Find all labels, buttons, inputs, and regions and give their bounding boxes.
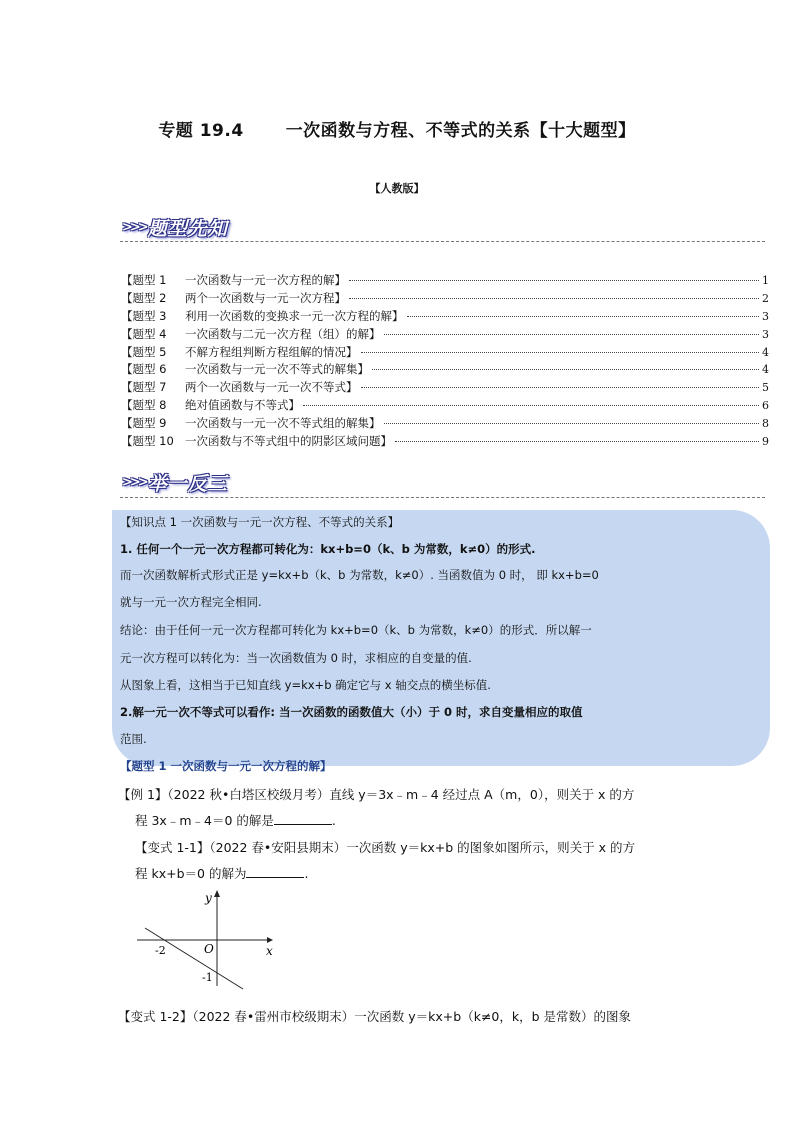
- function-line: [145, 928, 243, 989]
- y-axis-arrow-icon: [214, 890, 220, 897]
- toc-item-tag: 【题型 2: [121, 290, 167, 305]
- toc-leader-dots: [372, 369, 759, 370]
- toc-item-tag: 【题型 7: [121, 380, 167, 395]
- toc-item-text: 绝对值函数与不等式】: [185, 398, 300, 413]
- function-graph: [135, 886, 275, 991]
- toc-item-text: 两个一次函数与一元一次不等式】: [185, 380, 358, 395]
- variant-1-2-line: 【变式 1-2】（2022 春•雷州市校级期末）一次函数 y＝kx+b（k≠0，k，b 是常数）的图象: [118, 1009, 632, 1024]
- toc-item-tag: 【题型 5: [121, 344, 167, 359]
- toc-item-text: 一次函数与一元一次不等式的解集】: [185, 362, 369, 377]
- toc-item[interactable]: [121, 379, 769, 397]
- toc-item-page: 2: [762, 291, 769, 305]
- knowledge-line: 2.解一元一次不等式可以看作: 当一次函数的函数值大（小）于 0 时，求自变量相应的取值: [120, 705, 583, 719]
- toc-item-tag: 【题型 3: [121, 308, 167, 323]
- x-intercept-label: -2: [155, 944, 166, 957]
- period: .: [304, 866, 309, 881]
- toc-item-label: [121, 290, 346, 306]
- toc-leader-dots: [349, 298, 759, 299]
- toc-item-page: 8: [762, 417, 769, 431]
- toc-item-text: 一次函数与一元一次不等式组的解集】: [185, 416, 381, 431]
- period: .: [331, 813, 336, 828]
- example-1-line: 【例 1】（2022 秋•白塔区校级月考）直线 y＝3x﹣m﹣4 经过点 A（m，0），则关于 x 的方: [118, 787, 635, 802]
- toc-item-page: 9: [762, 435, 769, 449]
- title-prefix: 专题 19.4: [158, 121, 244, 141]
- variant-1-1-line: 【变式 1-1】（2022 春•安阳县期末）一次函数 y＝kx+b 的图象如图所示，则关于 x 的方: [135, 840, 636, 855]
- toc-leader-dots: [384, 423, 760, 424]
- toc-leader-dots: [303, 405, 759, 406]
- page-title: [0, 116, 794, 141]
- toc-item-label: [121, 308, 404, 324]
- toc-item-tag: 【题型 4: [121, 326, 167, 341]
- knowledge-heading: 【知识点 1 一次函数与一元一次方程、不等式的关系】: [120, 515, 400, 529]
- toc-item-label: [121, 361, 369, 377]
- toc-item-label: [121, 433, 392, 449]
- toc-item[interactable]: [121, 308, 769, 326]
- banner-text: 举一反三: [147, 472, 228, 495]
- knowledge-line: 范围.: [120, 732, 147, 746]
- toc-item[interactable]: [121, 344, 769, 362]
- banner-arrows-icon: >>>: [122, 474, 146, 490]
- toc-item-text: 一次函数与不等式组中的阴影区域问题】: [185, 434, 392, 449]
- toc-leader-dots: [407, 316, 760, 317]
- toc-item-page: 3: [762, 309, 769, 323]
- toc-item[interactable]: [121, 272, 769, 290]
- toc-item[interactable]: [121, 415, 769, 433]
- toc-leader-dots: [349, 280, 759, 281]
- toc-item[interactable]: [121, 326, 769, 344]
- toc-item-tag: 【题型 1: [121, 273, 167, 287]
- banner-arrows-icon: >>>: [122, 219, 146, 235]
- toc-item-label: [121, 415, 381, 431]
- knowledge-line: 元一次方程可以转化为：当一次函数值为 0 时，求相应的自变量的值.: [120, 651, 472, 665]
- toc-item-tag: 【题型 9: [121, 416, 167, 431]
- toc-item-text: 两个一次函数与一元一次方程】: [185, 290, 346, 305]
- knowledge-line: 而一次函数解析式形式正是 y=kx+b（k、b 为常数，k≠0）. 当函数值为 0 时， 即 kx+b=0: [120, 568, 599, 582]
- toc-item[interactable]: [121, 397, 769, 415]
- toc-leader-dots: [361, 387, 760, 388]
- knowledge-line: 1. 任何一个一元一次方程都可转化为：kx+b=0（k、b 为常数，k≠0）的形式.: [120, 542, 536, 556]
- knowledge-line: 就与一元一次方程完全相同.: [120, 595, 262, 609]
- toc-item-label: [121, 397, 300, 413]
- toc-item-tag: 【题型 10: [121, 434, 174, 449]
- y-axis-label: y: [205, 891, 212, 905]
- toc-item-text: 一次函数与二元一次方程（组）的解】: [185, 326, 381, 341]
- toc-item-label: [121, 344, 358, 360]
- toc-item-label: [121, 272, 346, 288]
- toc-item-page: 4: [762, 363, 769, 377]
- divider: [120, 497, 765, 498]
- toc-item[interactable]: [121, 433, 769, 451]
- toc-item-page: 1: [762, 274, 769, 287]
- divider: [120, 241, 765, 242]
- edition-label: 【人教版】: [369, 182, 425, 195]
- answer-blank[interactable]: [274, 812, 332, 825]
- knowledge-line: 结论：由于任何一元一次方程都可转化为 kx+b=0（k、b 为常数，k≠0）的形式．所以解一: [120, 623, 592, 637]
- knowledge-line: 从图象上看，这相当于已知直线 y=kx+b 确定它与 x 轴交点的横坐标值.: [120, 678, 491, 692]
- toc-item[interactable]: [121, 361, 769, 379]
- variant-1-1-text: 程 kx+b＝0 的解为: [135, 866, 247, 881]
- toc-leader-dots: [384, 334, 760, 335]
- answer-blank[interactable]: [246, 865, 304, 878]
- toc-item-text: 一次函数与一元一次方程的解】: [185, 273, 346, 287]
- y-intercept-label: -1: [202, 971, 213, 984]
- toc-item[interactable]: [121, 290, 769, 308]
- toc-item-tag: 【题型 8: [121, 398, 167, 413]
- origin-label: O: [204, 942, 214, 956]
- toc-item-text: 不解方程组判断方程组解的情况】: [185, 344, 358, 359]
- toc-item-text: 利用一次函数的变换求一元一次方程的解】: [185, 308, 404, 323]
- section-heading: 【题型 1 一次函数与一元一次方程的解】: [120, 759, 332, 773]
- title-text: 一次函数与方程、不等式的关系【十大题型】: [285, 121, 636, 141]
- toc-item-page: 6: [762, 399, 769, 413]
- toc-item-page: 5: [762, 381, 769, 395]
- table-of-contents: [121, 272, 769, 451]
- toc-leader-dots: [361, 352, 760, 353]
- x-axis-label: x: [266, 944, 273, 958]
- banner-examples: [122, 468, 228, 496]
- toc-item-page: 4: [762, 345, 769, 359]
- toc-item-page: 3: [762, 327, 769, 341]
- toc-leader-dots: [395, 441, 759, 442]
- banner-text: 题型先知: [147, 217, 228, 240]
- example-1-question: [135, 811, 336, 829]
- x-axis-arrow-icon: [267, 937, 273, 943]
- example-1-text: 程 3x﹣m﹣4＝0 的解是: [135, 813, 274, 828]
- toc-item-label: [121, 326, 381, 342]
- toc-item-label: [121, 379, 358, 395]
- variant-1-1-question: [135, 864, 308, 882]
- toc-item-tag: 【题型 6: [121, 362, 167, 377]
- banner-question-types: [122, 213, 228, 241]
